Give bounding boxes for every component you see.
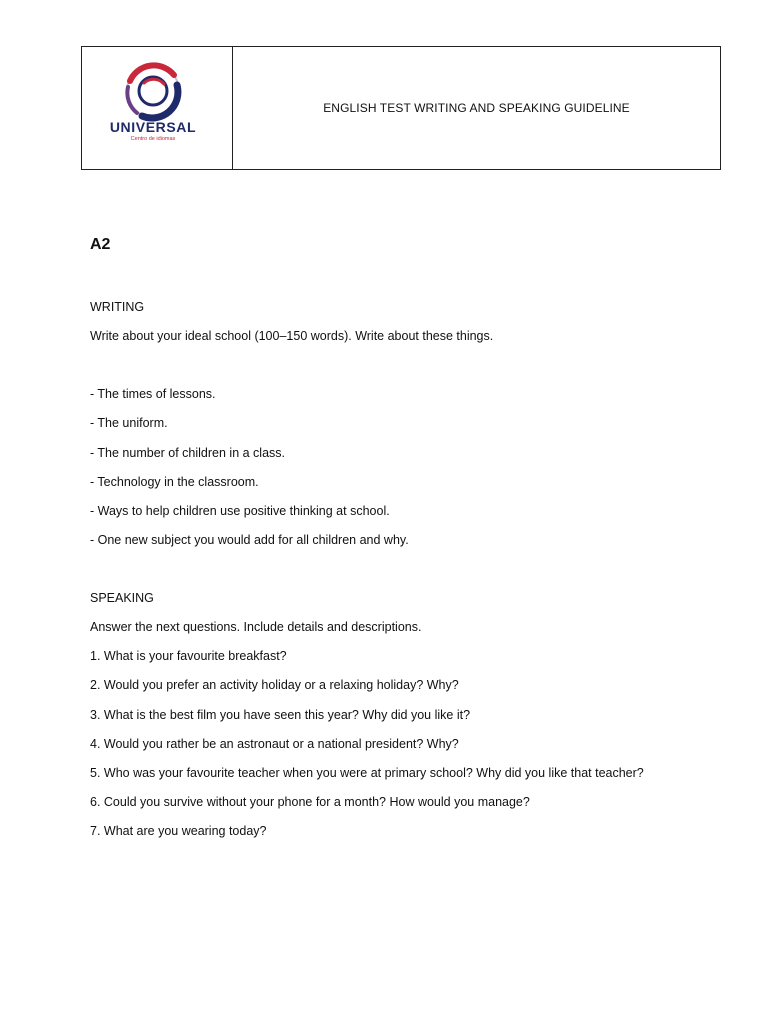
logo-brand: UNIVERSAL xyxy=(109,119,197,135)
universal-logo xyxy=(82,47,233,171)
speaking-heading: SPEAKING xyxy=(90,591,154,605)
speaking-question: 7. What are you wearing today? xyxy=(90,824,267,838)
speaking-question: 3. What is the best film you have seen this year? Why did you like it? xyxy=(90,708,471,722)
header-table xyxy=(81,46,721,170)
writing-item: - Ways to help children use positive thinking at school. xyxy=(90,504,390,518)
writing-item: - The uniform. xyxy=(90,416,168,430)
writing-instruction: Write about your ideal school (100–150 words). Write about these things. xyxy=(90,329,494,343)
speaking-question: 6. Could you survive without your phone for a month? How would you manage? xyxy=(90,795,530,809)
writing-item: - The number of children in a class. xyxy=(90,446,286,460)
logo-ring-inner-red xyxy=(144,79,164,84)
writing-item: - The times of lessons. xyxy=(90,387,216,401)
speaking-question: 5. Who was your favourite teacher when you were at primary school? Why did you like that teacher? xyxy=(90,766,644,780)
writing-item: - One new subject you would add for all children and why. xyxy=(90,533,409,547)
document-title: ENGLISH TEST WRITING AND SPEAKING GUIDELINE xyxy=(323,101,630,115)
speaking-instruction: Answer the next questions. Include details and descriptions. xyxy=(90,620,422,634)
speaking-question: 4. Would you rather be an astronaut or a national president? Why? xyxy=(90,737,459,751)
logo-ring-purple xyxy=(127,87,137,113)
speaking-question: 2. Would you prefer an activity holiday or a relaxing holiday? Why? xyxy=(90,678,459,692)
speaking-question: 1. What is your favourite breakfast? xyxy=(90,649,287,663)
logo-cell xyxy=(82,47,233,169)
writing-heading: WRITING xyxy=(90,300,145,314)
level-heading: A2 xyxy=(90,236,111,253)
logo-tagline: Centro de idiomas xyxy=(130,136,176,142)
writing-item: - Technology in the classroom. xyxy=(90,475,259,489)
